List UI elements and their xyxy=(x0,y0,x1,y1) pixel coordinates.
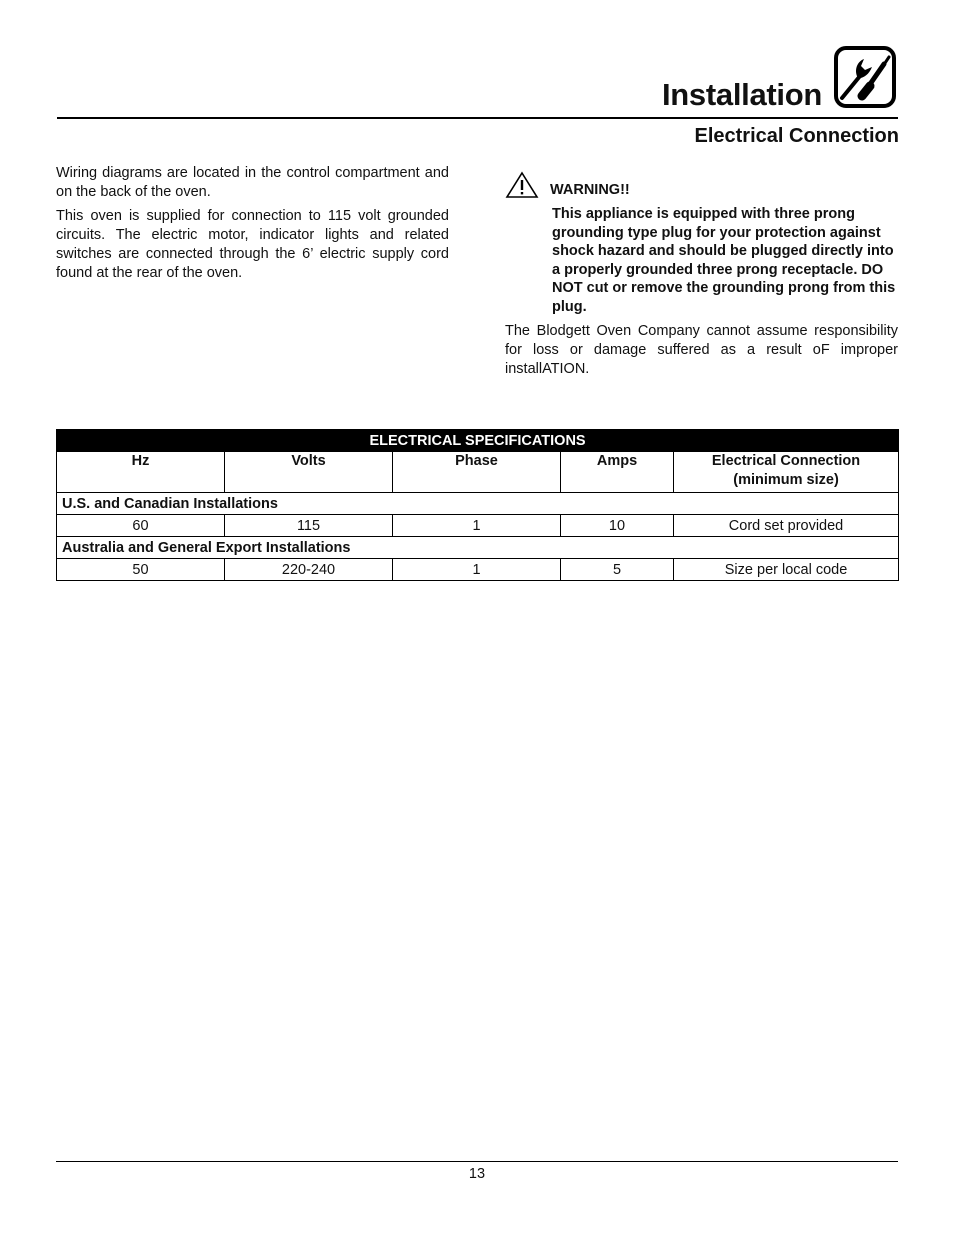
header-divider xyxy=(57,117,898,119)
warning-text: This appliance is equipped with three prong grounding type plug for your protection against shock hazard and should be plugged directly into a properly grounded three prong receptacle. DO NOT cut or remove the grounding prong from this plug. xyxy=(552,206,896,315)
right-column xyxy=(505,171,898,379)
wiring-paragraph: Wiring diagrams are located in the control compartment and on the back of the oven. xyxy=(56,165,449,200)
electrical-specs-table xyxy=(56,429,899,581)
table-header-row xyxy=(57,452,899,493)
column-header: Hz xyxy=(57,452,225,493)
table-cell: 1 xyxy=(393,559,561,581)
page-title: Installation xyxy=(661,77,822,112)
group-label: U.S. and Canadian Installations xyxy=(57,493,899,515)
warning-heading xyxy=(505,171,898,205)
column-header: Phase xyxy=(393,452,561,493)
warning-label: WARNING!! xyxy=(550,182,630,198)
group-label: Australia and General Export Installations xyxy=(57,537,899,559)
table-cell: Cord set provided xyxy=(674,515,899,537)
table-cell: 10 xyxy=(561,515,674,537)
table-title: ELECTRICAL SPECIFICATIONS xyxy=(57,430,899,452)
column-header: Amps xyxy=(561,452,674,493)
footer-divider xyxy=(56,1161,898,1162)
page-number: 13 xyxy=(468,1166,486,1182)
table-cell: 50 xyxy=(57,559,225,581)
table-group-row xyxy=(57,493,899,515)
section-title: Electrical Connection xyxy=(694,125,899,147)
table-cell: 60 xyxy=(57,515,225,537)
table-cell: Size per local code xyxy=(674,559,899,581)
tools-icon xyxy=(834,46,896,108)
table-row xyxy=(57,515,899,537)
column-header: Electrical Connection (minimum size) xyxy=(674,452,899,493)
disclaimer-paragraph: The Blodgett Oven Company cannot assume responsibility for loss or damage suffered as a result oF improper installATION. xyxy=(505,322,898,377)
left-column xyxy=(56,164,449,288)
table-title-row xyxy=(57,430,899,452)
table-cell: 5 xyxy=(561,559,674,581)
warning-icon xyxy=(505,171,539,199)
supply-paragraph: This oven is supplied for connection to 115 volt grounded circuits. The electric motor, indicator lights and related switches are connected through the 6’ electric supply cord found at the rear of the oven. xyxy=(56,208,449,281)
table-cell: 115 xyxy=(225,515,393,537)
table-group-row xyxy=(57,537,899,559)
column-header: Volts xyxy=(225,452,393,493)
table-row xyxy=(57,559,899,581)
table-cell: 220-240 xyxy=(225,559,393,581)
table-cell: 1 xyxy=(393,515,561,537)
